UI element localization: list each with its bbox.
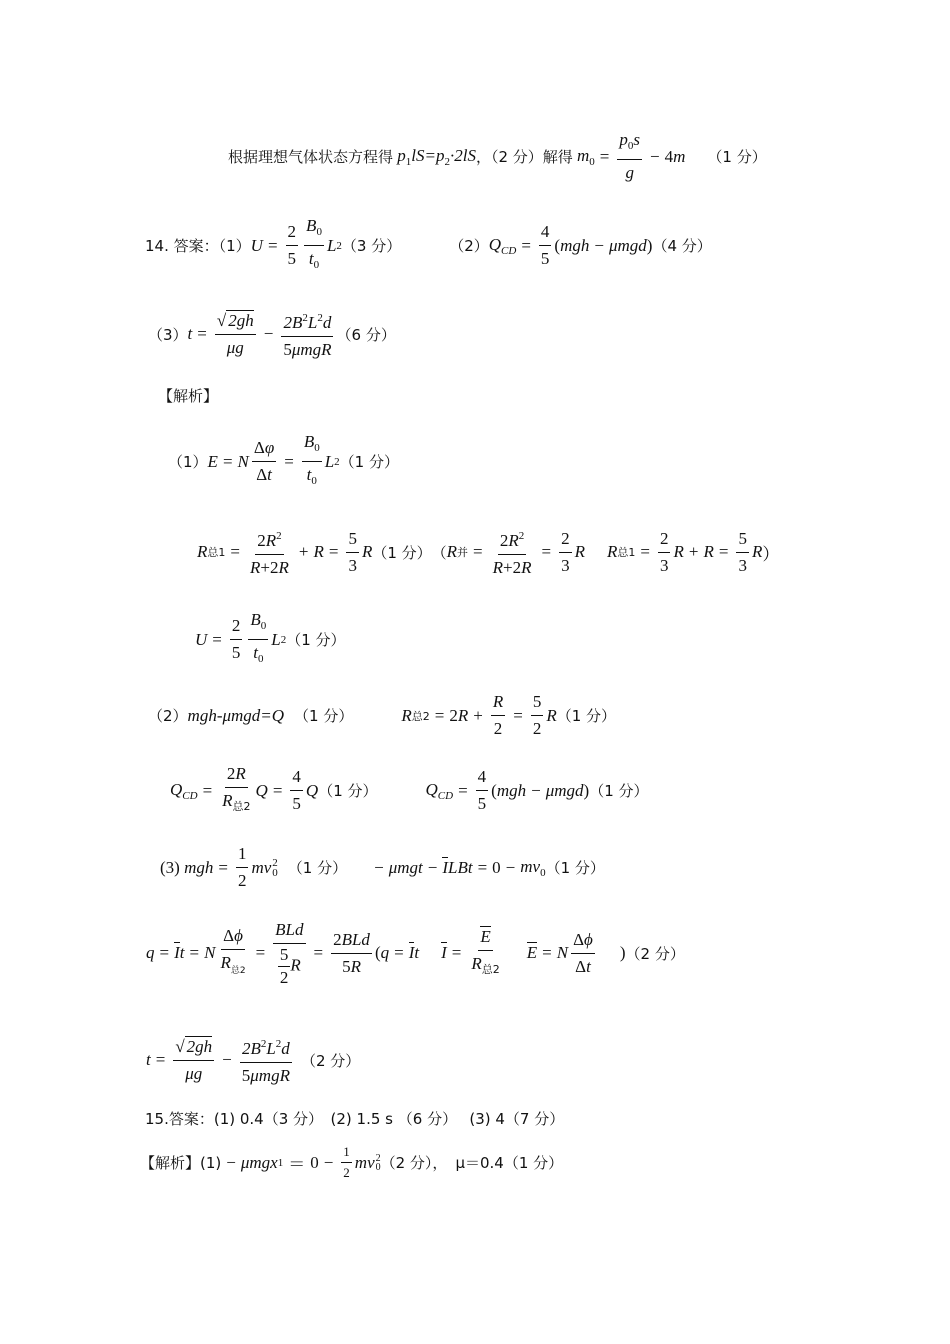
- score-label: （1 分）: [339, 453, 399, 471]
- eq-u: U = $\frac{2}{5}$ $\frac{B_0}{t_0}$ L 2 （1 分）: [195, 610, 346, 665]
- eq-r-total1: R 总1 = $\frac{2R^2}{R+2R}$ + R = $\frac{5}{3}$ R （1 分） （ R 并 = $\frac{2R^2}{R+2R}$ = $\frac{2}{3}$ R R 总1 = $\frac{2}{3}$ R + R = $\frac{5}{3}$ R ）: [197, 526, 779, 578]
- score-label: （3 分）: [341, 237, 402, 255]
- eq-energy: （2） mgh-μmgd=Q （1 分） R 总2 = 2 R + $\frac{R}{2}$ = $\frac{5}{2}$ R （1 分）: [148, 692, 617, 738]
- q14-answer-line: 14. 答案：（1） U = $\frac{2}{5}$ $\frac{B_0}{t_0}$ L 2 （3 分） （2） $Q_{CD}$ = $\frac{4}{5}$ ( mgh − μmgd ) （4 分）: [145, 216, 712, 271]
- score-label: （2 分）: [625, 944, 685, 963]
- eq-kinetic: (3) mgh = $\frac{1}{2}$ mv 2 0 （1 分） − μmgt − ILBt = 0 − $mv_0$ （1 分）: [160, 844, 605, 890]
- eq-time: t = $\frac{√ 2gh}{\mu g}$ − $\frac{2B^2L^2d}{\text{5μmgR}}$ （2 分）: [146, 1034, 360, 1086]
- score-label: （1 分）: [545, 859, 605, 877]
- q15-answer: 15.答案：(1) 0.4（3 分） (2) 1.5 s （6 分） (3) 4（7 分）: [145, 1110, 565, 1128]
- eq-charge: q = It = N $\frac{\Delta\phi}{R_{总2}}$ = BLd $\frac{5}{2}$ R = $\frac{\text{2BLd}}{5R}$ ( q = It I = $\frac{E}{R_{总2}}$ E = N $\frac{\Delta\phi}{\Delta t}$ ) （2 分）: [146, 920, 685, 987]
- q14-part2: （2）: [449, 237, 489, 255]
- score-label: （6 分）: [336, 325, 396, 344]
- q14-part3: （3）: [148, 325, 188, 344]
- q14-analysis-heading: 【解析】: [158, 387, 219, 405]
- line-gas-law: 根据理想气体状态方程得 $p_1lS=p_2\cdot 2lS$ ，（2 分）解得 $m_0$ = $\frac{p_0s}{g}$ − 4 m （1 分）: [228, 130, 767, 182]
- score-label: ，（2 分）解得: [475, 148, 573, 166]
- score-label: （1 分）: [556, 707, 617, 725]
- score-label: （1 分）: [589, 782, 649, 800]
- q15-analysis: 【解析】(1) − μmgx 1 ＝ 0 − $\frac{1}{2}$ mv 2 0 （2 分）， μ＝0.4（1 分）: [140, 1144, 564, 1180]
- score-label: （1 分）: [372, 543, 432, 562]
- score-label: （1 分）: [286, 631, 346, 649]
- score-label: （1 分）: [294, 707, 354, 725]
- q14-part3-line: （3） t = $\frac{√ 2gh}{\mu g}$ − $\frac{2B^2L^2d}{\text{5μmgR}}$ （6 分）: [148, 308, 396, 360]
- score-label: （1 分）: [287, 859, 348, 877]
- eq-qcd: $Q_{CD}$ = $\frac{2R}{R_{总2}}$ Q = $\frac{4}{5}$ Q （1 分） $Q_{CD}$ = $\frac{4}{5}$ ( mgh − μmgd ) （1 分）: [170, 764, 649, 813]
- score-label: （2 分）: [300, 1051, 361, 1070]
- score-label: （4 分）: [652, 237, 712, 255]
- eq-emf: （1） E = N $\frac{\Delta\varphi}{\Delta t}$ = $\frac{B_0}{t_0}$ L 2 （1 分）: [168, 432, 399, 487]
- gas-law-eq: $p_1lS=p_2\cdot 2lS$: [393, 145, 476, 168]
- gas-law-text: 根据理想气体状态方程得: [228, 148, 394, 166]
- q14-head: 14. 答案：（1）: [145, 237, 251, 255]
- score-label: （1 分）: [318, 782, 378, 800]
- score-label: （1 分）: [707, 148, 767, 166]
